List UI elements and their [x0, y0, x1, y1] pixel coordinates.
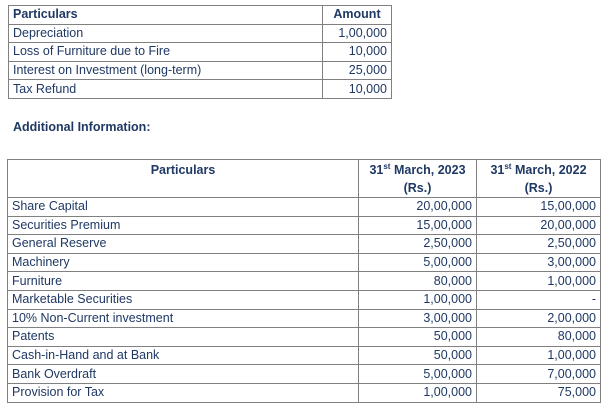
- table-row: [9, 24, 392, 43]
- row-value-2023: 3,00,000: [359, 309, 477, 328]
- row-label: Interest on Investment (long-term): [9, 61, 323, 80]
- row-amount: 25,000: [323, 61, 392, 80]
- row-label: Furniture: [8, 272, 359, 291]
- row-value-2023: 20,00,000: [359, 198, 477, 217]
- table-row: [8, 309, 601, 328]
- row-label: Tax Refund: [9, 80, 323, 99]
- row-value-2022: 20,00,000: [477, 216, 601, 235]
- row-value-2023: 50,000: [359, 328, 477, 347]
- row-label: Cash-in-Hand and at Bank: [8, 346, 359, 365]
- row-amount: 1,00,000: [323, 24, 392, 43]
- row-value-2022: 2,00,000: [477, 309, 601, 328]
- row-value-2022: -: [477, 290, 601, 309]
- table-row: [8, 253, 601, 272]
- adjustments-table: [8, 5, 392, 99]
- row-label: Patents: [8, 328, 359, 347]
- balance-comparison-table: [7, 159, 601, 403]
- row-value-2023: 1,00,000: [359, 383, 477, 402]
- row-value-2023: 80,000: [359, 272, 477, 291]
- table-row: [8, 328, 601, 347]
- table-row: [8, 383, 601, 402]
- row-value-2022: 2,50,000: [477, 235, 601, 254]
- row-value-2023: 5,00,000: [359, 365, 477, 384]
- particulars-header: Particulars: [9, 6, 323, 25]
- particulars-header: Particulars: [8, 160, 359, 198]
- row-label: General Reserve: [8, 235, 359, 254]
- table-row: [9, 43, 392, 62]
- table-row: [9, 61, 392, 80]
- table-row: [8, 216, 601, 235]
- table-row: [8, 346, 601, 365]
- table-row: [8, 290, 601, 309]
- table-row: [8, 272, 601, 291]
- row-label: Machinery: [8, 253, 359, 272]
- row-label: 10% Non-Current investment: [8, 309, 359, 328]
- year-2023-header: 31st March, 2023 (Rs.): [359, 160, 477, 198]
- row-label: Depreciation: [9, 24, 323, 43]
- row-value-2023: 50,000: [359, 346, 477, 365]
- table-row: [9, 80, 392, 99]
- row-label: Share Capital: [8, 198, 359, 217]
- row-label: Provision for Tax: [8, 383, 359, 402]
- row-value-2023: 5,00,000: [359, 253, 477, 272]
- row-amount: 10,000: [323, 43, 392, 62]
- table-row: [8, 235, 601, 254]
- row-value-2022: 15,00,000: [477, 198, 601, 217]
- row-value-2022: 7,00,000: [477, 365, 601, 384]
- row-value-2022: 1,00,000: [477, 346, 601, 365]
- additional-information-heading: Additional Information:: [13, 120, 151, 134]
- row-value-2022: 1,00,000: [477, 272, 601, 291]
- year-2022-header: 31st March, 2022 (Rs.): [477, 160, 601, 198]
- row-amount: 10,000: [323, 80, 392, 99]
- row-value-2022: 3,00,000: [477, 253, 601, 272]
- row-value-2022: 75,000: [477, 383, 601, 402]
- table-row: [8, 198, 601, 217]
- row-label: Bank Overdraft: [8, 365, 359, 384]
- table-header-row: [8, 160, 601, 198]
- amount-header: Amount: [323, 6, 392, 25]
- row-value-2022: 80,000: [477, 328, 601, 347]
- table-header-row: [9, 6, 392, 25]
- row-label: Loss of Furniture due to Fire: [9, 43, 323, 62]
- row-label: Marketable Securities: [8, 290, 359, 309]
- table-row: [8, 365, 601, 384]
- row-label: Securities Premium: [8, 216, 359, 235]
- row-value-2023: 15,00,000: [359, 216, 477, 235]
- row-value-2023: 1,00,000: [359, 290, 477, 309]
- row-value-2023: 2,50,000: [359, 235, 477, 254]
